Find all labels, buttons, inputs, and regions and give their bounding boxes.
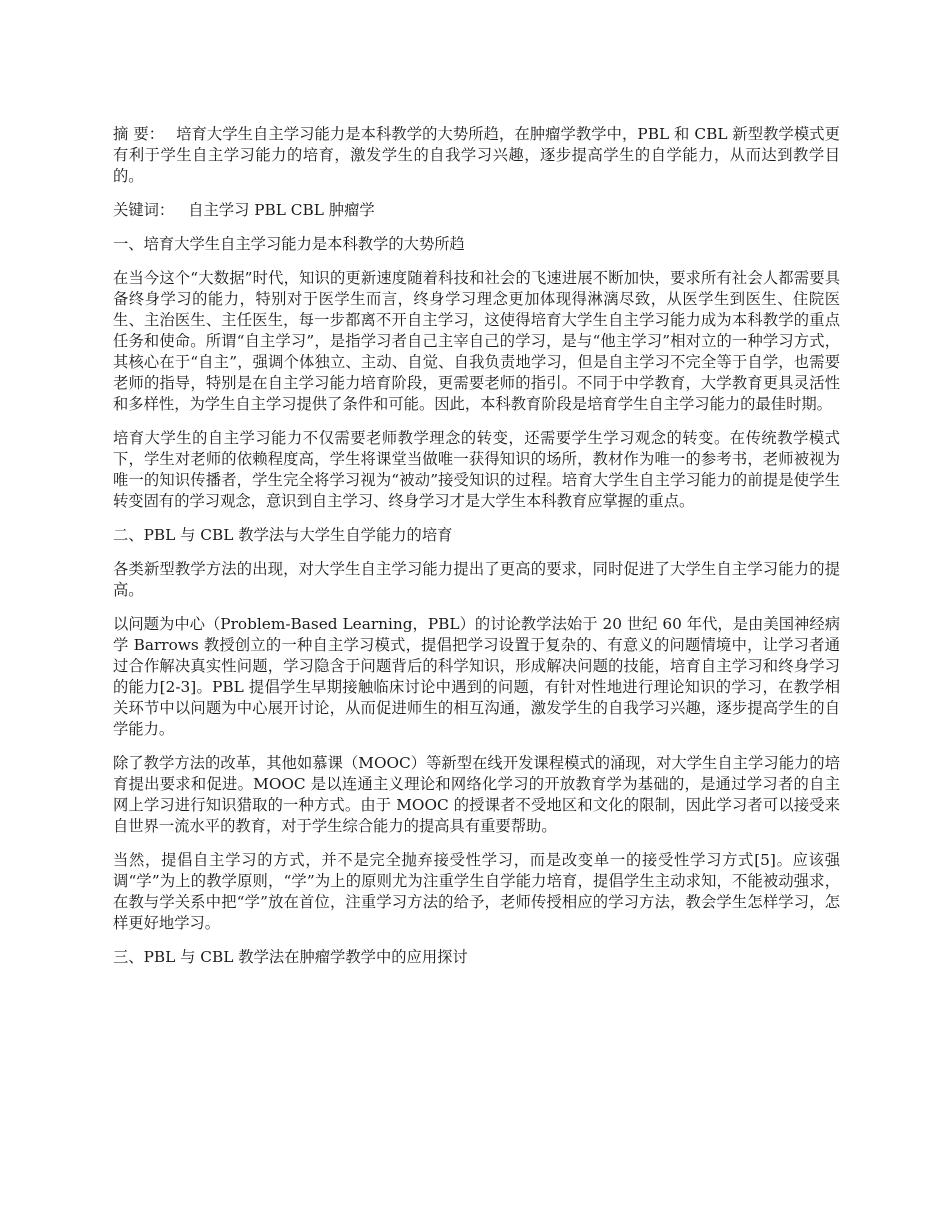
section-2-paragraph: 除了教学方法的改革，其他如慕课（MOOC）等新型在线开发课程模式的涌现，对大学生自主学习能力的培育提出要求和促进。MOOC 是以连通主义理论和网络化学习的开放教育学为基础的，是通过学习者的自主网上学习进行知识猎取的一种方式。由于 MOOC 的授课者不受地区和文化的限制，因此学习者可以接受来自世界一流水平的教育，对于学生综合能力的提高具有重要帮助。 [113,754,840,835]
section-2-paragraph: 各类新型教学方法的出现，对大学生自主学习能力提出了更高的要求，同时促进了大学生自主学习能力的提高。 [113,560,840,599]
section-2-paragraph: 以问题为中心（Problem-Based Learning，PBL）的讨论教学法始于 20 世纪 60 年代，是由美国神经病学 Barrows 教授创立的一种自主学习模式，提倡把学习设置于复杂的、有意义的问题情境中，让学习者通过合作解决真实性问题，学习隐含于问题背后的科学知识，形成解决问题的技能，培育自主学习和终身学习的能力[2-3]。PBL 提倡学生早期接触临床讨论中遇到的问题，有针对性地进行理论知识的学习，在教学相关环节中以问题为中心展开讨论，从而促进师生的相互沟通，激发学生的自我学习兴趣，逐步提高学生的自学能力。 [113,615,840,738]
section-2-paragraph: 当然，提倡自主学习的方式，并不是完全抛弃接受性学习，而是改变单一的接受性学习方式[5]。应该强调“学”为上的教学原则，“学”为上的原则尤为注重学生自学能力培育，提倡学生主动求知，不能被动强求，在教与学关系中把“学”放在首位，注重学习方法的给予，老师传授相应的学习方法，教会学生怎样学习，怎样更好地学习。 [113,851,840,932]
abstract [113,124,840,187]
section-1-heading: 一、培育大学生自主学习能力是本科教学的大势所趋 [113,235,465,253]
keywords-label: 关键词： [113,201,175,219]
keywords [113,200,840,221]
abstract-text: 培育大学生自主学习能力是本科教学的大势所趋，在肿瘤学教学中，PBL 和 CBL 新型教学模式更有利于学生自主学习能力的培育，激发学生的自我学习兴趣，逐步提高学生的自学能力，从而达到教学目的。 [113,125,840,185]
section-3-heading: 三、PBL 与 CBL 教学法在肿瘤学教学中的应用探讨 [113,948,468,966]
keywords-text: 自主学习 PBL CBL 肿瘤学 [188,201,375,219]
document-page [113,124,840,981]
section-1-paragraph: 在当今这个“大数据”时代，知识的更新速度随着科技和社会的飞速进展不断加快，要求所有社会人都需要具备终身学习的能力，特别对于医学生而言，终身学习理念更加体现得淋漓尽致，从医学生到医生、住院医生、主治医生、主任医生，每一步都离不开自主学习，这使得培育大学生自主学习能力成为本科教学的重点任务和使命。所谓“自主学习”，是指学习者自己主宰自己的学习，是与“他主学习”相对立的一种学习方式，其核心在于“自主”，强调个体独立、主动、自觉、自我负责地学习，但是自主学习不完全等于自学，也需要老师的指导，特别是在自主学习能力培育阶段，更需要老师的指引。不同于中学教育，大学教育更具灵活性和多样性，为学生自主学习提供了条件和可能。因此，本科教育阶段是培育学生自主学习能力的最佳时期。 [113,269,840,413]
abstract-label: 摘 要： [113,125,165,143]
section-1-paragraph: 培育大学生的自主学习能力不仅需要老师教学理念的转变，还需要学生学习观念的转变。在传统教学模式下，学生对老师的依赖程度高，学生将课堂当做唯一获得知识的场所，教材作为唯一的参考书，老师被视为唯一的知识传播者，学生完全将学习视为“被动”接受知识的过程。培育大学生自主学习能力的前提是使学生转变固有的学习观念，意识到自主学习、终身学习才是大学生本科教育应掌握的重点。 [113,429,840,510]
section-2-heading: 二、PBL 与 CBL 教学法与大学生自学能力的培育 [113,526,453,544]
